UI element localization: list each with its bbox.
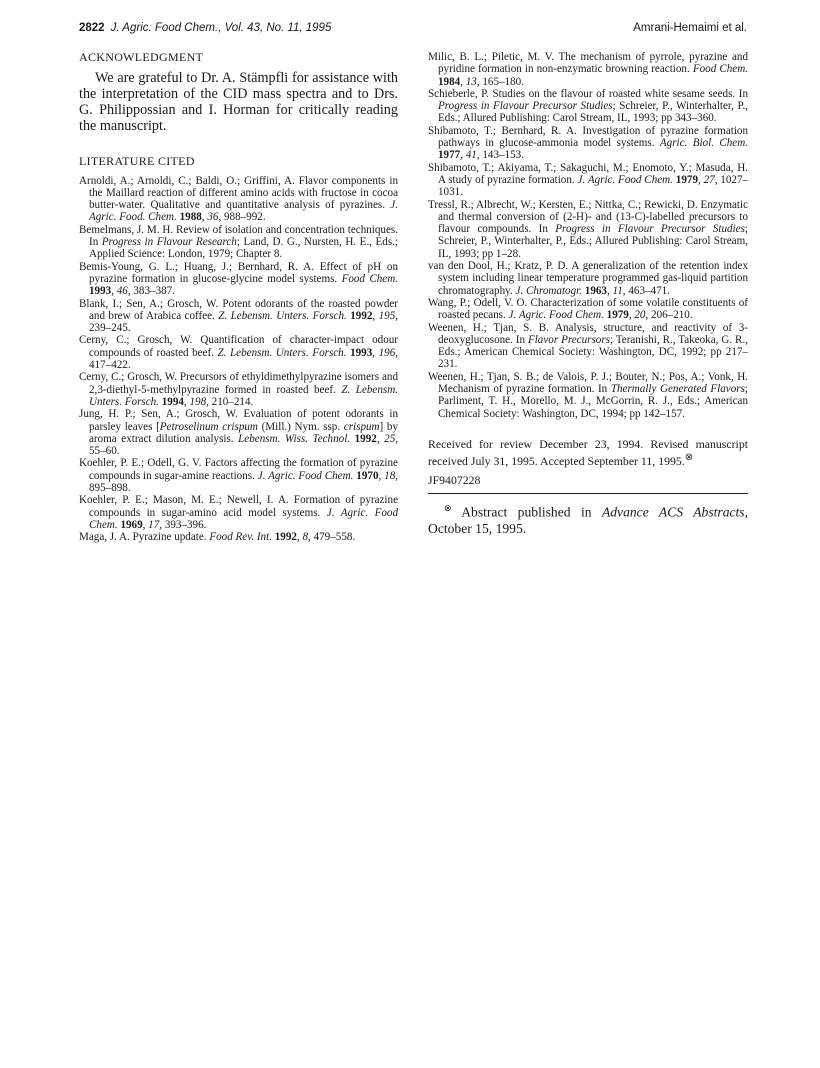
reference-journal: Food Chem. xyxy=(341,272,398,285)
reference-journal: Z. Lebensm. Unters. Forsch. xyxy=(218,309,347,322)
reference-volume: 25 xyxy=(384,432,396,445)
reference-authors: Shibamoto, T.; Bernhard, R. A. Investigation of pyrazine formation pathways in glucose-ammonia model systems. xyxy=(428,124,748,150)
reference-volume: 8 xyxy=(302,531,309,544)
reference-item: Maga, J. A. Pyrazine update. Food Rev. Int. 1992, 8, 479–558. xyxy=(79,531,356,544)
footnote-symbol: ⊗ xyxy=(444,503,452,514)
reference-journal: Food Chem. xyxy=(692,63,748,76)
reference-pages: 239–245. xyxy=(89,322,131,335)
header-authors: Amrani-Hemaimi et al. xyxy=(633,22,747,34)
reference-volume: 196 xyxy=(378,346,396,359)
right-column xyxy=(428,51,748,537)
reference-pages: 417–422. xyxy=(89,359,131,372)
reference-item: Cerny, C.; Grosch, W. Quantification of character-impact odour compounds of roasted beef. Z. Lebensm. Unters. Forsch. 1993, 196, 417–422. xyxy=(79,334,399,372)
reference-year: 1988 xyxy=(179,211,202,224)
page-number: 2822 xyxy=(79,22,105,34)
reference-item: van den Dool, H.; Kratz, P. D. A generalization of the retention index system including linear temperature programmed gas-liquid partition chromatography. J. Chromatogr. 1963, 11, 463–471. xyxy=(428,260,748,297)
reference-journal: Z. Lebensm. Unters. Forsch. xyxy=(89,383,398,408)
reference-journal: Thermally Generated Flavors xyxy=(610,383,745,396)
reference-year: 1963 xyxy=(584,284,607,297)
reference-authors: Koehler, P. E.; Odell, G. V. Factors affecting the formation of pyrazine compounds in sugar-amine reactions. xyxy=(79,457,398,482)
reference-pages: 393–396. xyxy=(164,518,207,531)
reference-journal: Petroselinum crispum xyxy=(159,420,258,433)
reference-volume: 198 xyxy=(189,395,207,408)
reference-journal: Progress in Flavour Precursor Studies xyxy=(555,223,745,236)
reference-journal: Progress in Flavour Research xyxy=(101,236,237,249)
reference-item: Blank, I.; Sen, A.; Grosch, W. Potent odorants of the roasted powder and brew of Arabica coffee. Z. Lebensm. Unters. Forsch. 1992, 195, 239–245. xyxy=(79,297,399,335)
reference-item: Koehler, P. E.; Mason, M. E.; Newell, I. A. Formation of pyrazine compounds in sugar-amino acid model systems. J. Agric. Food Chem. 1969, 17, 393–396. xyxy=(79,494,398,531)
reference-journal: J. Agric. Food. Chem. xyxy=(89,199,398,224)
reference-item: Koehler, P. E.; Odell, G. V. Factors affecting the formation of pyrazine compounds in sugar-amine reactions. J. Agric. Food Chem. 1970, 18, 895–898. xyxy=(79,457,399,495)
reference-pages: 206–210. xyxy=(651,309,693,322)
footnote-rule xyxy=(428,493,748,494)
reference-item: Shibamoto, T.; Akiyama, T.; Sakaguchi, M.; Enomoto, Y.; Masuda, H. A study of pyrazine formation. J. Agric. Food Chem. 1979, 27, 1027–1031. xyxy=(428,161,749,199)
left-column xyxy=(79,51,398,544)
literature-heading: LITERATURE CITED xyxy=(79,154,195,169)
reference-item: Shibamoto, T.; Bernhard, R. A. Investigation of pyrazine formation pathways in glucose-ammonia model systems. Agric. Biol. Chem. 1977, 41, 143–153. xyxy=(428,124,748,162)
reference-authors: Shibamoto, T.; Akiyama, T.; Sakaguchi, M.; Enomoto, Y.; Masuda, H. A study of pyrazine formation. xyxy=(428,161,748,186)
reference-year: 1979 xyxy=(675,173,698,186)
reference-journal: J. Agric. Food Chem. xyxy=(257,469,354,482)
reference-year: 1992 xyxy=(354,432,377,445)
reference-rest: ; Teranishi, R., Takeoka, G. R., Eds.; American Chemical Society: Washington, DC, 1992; pp 217–231. xyxy=(438,333,748,371)
reference-item: Wang, P.; Odell, V. O. Characterization of some volatile constituents of roasted pecans. J. Agric. Food Chem. 1979, 20, 206–210. xyxy=(428,296,748,322)
reference-year: 1969 xyxy=(120,518,143,531)
reference-authors: Cerny, C.; Grosch, W. Quantification of character-impact odour compounds of roasted beef. xyxy=(79,334,398,359)
reference-item: Bemis-Young, G. L.; Huang, J.; Bernhard, R. A. Effect of pH on pyrazine formation in glucose-glycine model systems. Food Chem. 1993, 46, 383–387. xyxy=(79,260,398,298)
reference-volume: 41 xyxy=(465,149,477,162)
reference-year: 1992 xyxy=(350,309,373,322)
reference-pages: 463–471. xyxy=(628,284,670,297)
footnote-date: October 15, 1995. xyxy=(428,520,527,536)
reference-year: 1977 xyxy=(438,149,461,162)
reference-journal: J. Agric. Food Chem. xyxy=(508,309,604,322)
reference-year: 1979 xyxy=(606,309,629,322)
received-note xyxy=(428,437,748,468)
acknowledgment-text: We are grateful to Dr. A. Stämpfli for assistance with the interpretation of the CID mass spectra and to Drs. G. Philippossian and I. Horman for critically reading the manuscript. xyxy=(79,70,398,135)
reference-authors: Weenen, H.; Tjan, S. B. Analysis, structure, and reactivity of 3-deoxyglucosone. In xyxy=(428,321,748,346)
reference-authors: Milic, B. L.; Piletic, M. V. The mechanism of pyrrole, pyrazine and pyridine formation in non-enzymatic browning reaction. xyxy=(428,51,748,76)
reference-journal: J. Chromatogr. xyxy=(515,284,582,297)
reference-journal: J. Agric. Food Chem. xyxy=(89,506,398,531)
reference-pages: 1027–1031. xyxy=(438,173,749,199)
reference-pages: 383–387. xyxy=(133,285,175,298)
reference-list-left xyxy=(79,175,398,544)
reference-item xyxy=(79,224,398,261)
reference-pages: 165–180. xyxy=(482,75,524,88)
reference-item: Milic, B. L.; Piletic, M. V. The mechanism of pyrrole, pyrazine and pyridine formation in non-enzymatic browning reaction. Food Chem. 1984, 13, 165–180. xyxy=(428,51,748,88)
reference-volume: 20 xyxy=(634,309,646,322)
journal-info: J. Agric. Food Chem., Vol. 43, No. 11, 1995 xyxy=(110,22,332,34)
reference-list-right xyxy=(428,51,748,420)
reference-italic: crispum xyxy=(343,420,380,433)
reference-authors: Schieberle, P. Studies on the flavour of roasted white sesame seeds. In xyxy=(428,87,748,100)
footnote-source: Advance ACS Abstracts, xyxy=(601,504,749,520)
reference-authors: Koehler, P. E.; Mason, M. E.; Newell, I. A. Formation of pyrazine compounds in sugar-amino acid model systems. xyxy=(79,494,398,519)
reference-journal: Agric. Biol. Chem. xyxy=(659,137,748,150)
reference-rest: ; Schreier, P., Winterhalter, P., Eds.; Allured Publishing: Carol Stream, IL, 1993; pp 343–360. xyxy=(438,100,748,125)
reference-pages: 479–558. xyxy=(313,531,356,544)
reference-pages: 210–214. xyxy=(211,395,254,408)
reference-journal: Flavor Precursors xyxy=(527,333,610,346)
reference-rest: ; Land, D. G., Nursten, H. E., Eds.; Applied Science: London, 1979; Chapter 8. xyxy=(89,236,399,261)
reference-authors: Jung, H. P.; Sen, A.; Grosch, W. Evaluation of potent odorants in parsley leaves [ xyxy=(79,408,398,433)
reference-journal: Lebensm. Wiss. Technol. xyxy=(238,432,351,445)
reference-year: 1994 xyxy=(161,395,184,408)
reference-rest: ; Schreier, P., Winterhalter, P., Eds.; Allured Publishing: Carol Stream, IL, 1993; pp 1–28. xyxy=(438,223,748,260)
reference-volume: 13 xyxy=(465,75,477,88)
reference-authors: Bemis-Young, G. L.; Huang, J.; Bernhard, R. A. Effect of pH on pyrazine formation in glucose-glycine model systems. xyxy=(79,260,398,285)
reference-volume: 46 xyxy=(116,285,128,298)
reference-rest: (Mill.) Nym. ssp. xyxy=(257,420,344,433)
reference-year: 1992 xyxy=(274,531,297,544)
reference-item xyxy=(428,199,748,260)
reference-volume: 18 xyxy=(384,469,396,482)
acknowledgment-heading: ACKNOWLEDGMENT xyxy=(79,50,204,64)
reference-authors: Maga, J. A. Pyrazine update. xyxy=(79,531,210,544)
reference-item: Jung, H. P.; Sen, A.; Grosch, W. Evaluation of potent odorants in parsley leaves [Petroselinum crispum (Mill.) Nym. ssp. crispum] by aroma extract dilution analysis. Lebensm. Wiss. Technol. 1992, 25, 55–60. xyxy=(79,408,399,458)
reference-journal: Z. Lebensm. Unters. Forsch. xyxy=(217,346,347,359)
manuscript-id: JF9407228 xyxy=(428,472,481,487)
reference-authors: Weenen, H.; Tjan, S. B.; de Valois, P. J.; Bouter, N.; Pos, A.; Vonk, H. Mechanism of pyrazine formation. In xyxy=(428,370,748,396)
running-header xyxy=(79,22,747,38)
received-text: Received for review December 23, 1994. Revised manuscript received July 31, 1995. Accepted September 11, 1995. xyxy=(428,436,748,468)
reference-item: Arnoldi, A.; Arnoldi, C.; Baldi, O.; Griffini, A. Flavor components in the Maillard reaction of different amino acids with fructose in cocoa butter-water. Qualitative and quantitative analysis of pyrazines. J. Agric. Food. Chem. 1988, 36, 988–992. xyxy=(79,174,398,224)
reference-authors: van den Dool, H.; Kratz, P. D. A generalization of the retention index system including linear temperature programmed gas-liquid partition chromatography. xyxy=(428,260,748,297)
reference-authors: Tressl, R.; Albrecht, W.; Kersten, E.; Nittka, C.; Rewicki, D. Enzymatic and thermal conversion of (2-H)- and (13-C)-labelled precursors to flavour compounds. In xyxy=(428,198,748,236)
reference-authors: Blank, I.; Sen, A.; Grosch, W. Potent odorants of the roasted powder and brew of Arabica coffee. xyxy=(79,297,398,322)
reference-authors: Cerny, C.; Grosch, W. Precursors of ethyldimethylpyrazine isomers and 2,3-diethyl-5-methylpyrazine formed in roasted beef. xyxy=(79,371,398,396)
reference-pages: 895–898. xyxy=(89,482,131,495)
reference-pages: 143–153. xyxy=(482,149,524,162)
reference-year: 1984 xyxy=(438,75,461,88)
reference-item xyxy=(428,88,748,125)
reference-journal: Progress in Flavour Precursor Studies xyxy=(438,100,613,113)
received-mark: ⊗ xyxy=(684,451,693,463)
reference-pages: 988–992. xyxy=(223,211,266,224)
reference-volume: 36 xyxy=(207,211,219,224)
reference-year: 1993 xyxy=(89,285,112,298)
header-left xyxy=(79,22,331,34)
reference-pages: 55–60. xyxy=(89,445,120,458)
footnote xyxy=(428,500,748,537)
reference-authors: Bemelmans, J. M. H. Review of isolation and concentration techniques. In xyxy=(79,223,398,249)
reference-volume: 195 xyxy=(378,309,396,322)
reference-journal: J. Agric. Food Chem. xyxy=(577,173,673,186)
reference-year: 1970 xyxy=(356,469,379,482)
reference-volume: 27 xyxy=(703,173,715,186)
reference-authors: Arnoldi, A.; Arnoldi, C.; Baldi, O.; Griffini, A. Flavor components in the Maillard reaction of different amino acids with fructose in cocoa butter-water. Qualitative and quantitative analysis of pyrazines. xyxy=(79,174,398,212)
reference-year: 1993 xyxy=(350,346,373,359)
reference-volume: 11 xyxy=(612,284,623,297)
reference-item xyxy=(428,371,748,420)
reference-volume: 17 xyxy=(148,518,160,531)
footnote-text: Abstract published in xyxy=(461,504,602,520)
reference-item xyxy=(428,322,748,371)
reference-item: Cerny, C.; Grosch, W. Precursors of ethyldimethylpyrazine isomers and 2,3-diethyl-5-methylpyrazine formed in roasted beef. Z. Lebensm. Unters. Forsch. 1994, 198, 210–214. xyxy=(79,371,398,408)
reference-journal: Food Rev. Int. xyxy=(209,531,272,544)
reference-rest: ; Parliment, T. H., Morello, M. J., McGorrin, R. J., Eds.; American Chemical Society: Washington, DC, 1994; pp 142–157. xyxy=(438,383,748,420)
reference-authors: Wang, P.; Odell, V. O. Characterization of some volatile constituents of roasted pecans. xyxy=(428,296,748,322)
reference-rest: ] by aroma extract dilution analysis. xyxy=(89,420,398,445)
